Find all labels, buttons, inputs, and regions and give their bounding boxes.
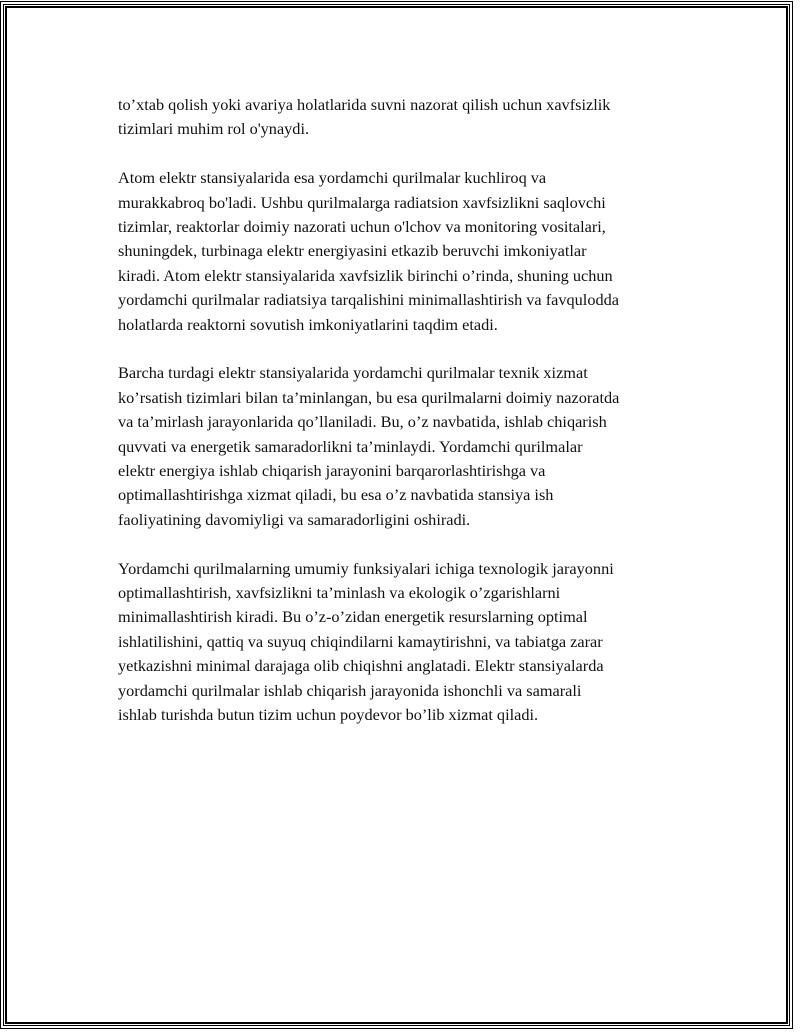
paragraph-2 bbox=[118, 166, 698, 337]
paragraph-4 bbox=[118, 557, 698, 728]
text-line: ko’rsatish tizimlari bilan ta’minlangan, bu esa qurilmalarni doimiy nazoratda bbox=[118, 387, 620, 407]
text-line: Barcha turdagi elektr stansiyalarida yordamchi qurilmalar texnik xizmat bbox=[118, 363, 588, 383]
text-line: murakkabroq bo'ladi. Ushbu qurilmalarga radiatsion xavfsizlikni saqlovchi bbox=[118, 192, 606, 212]
text-line: Yordamchi qurilmalarning umumiy funksiyalari ichiga texnologik jarayonni bbox=[118, 558, 614, 578]
text-line: tizimlar, reaktorlar doimiy nazorati uchun o'lchov va monitoring vositalari, bbox=[118, 217, 606, 237]
text-line: ishlatilishini, qattiq va suyuq chiqindilarni kamaytirishni, va tabiatga zarar bbox=[118, 631, 603, 651]
text-line: minimallashtirish kiradi. Bu o’z-o’zidan energetik resurslarning optimal bbox=[118, 607, 588, 627]
text-line: elektr energiya ishlab chiqarish jarayonini barqarorlashtirishga va bbox=[118, 461, 546, 481]
text-line: optimallashtirishga xizmat qiladi, bu esa o’z navbatida stansiya ish bbox=[118, 485, 554, 505]
text-line: yordamchi qurilmalar ishlab chiqarish jarayonida ishonchli va samarali bbox=[118, 680, 582, 700]
text-line: ishlab turishda butun tizim uchun poydevor bo’lib xizmat qiladi. bbox=[118, 705, 539, 725]
text-line: shuningdek, turbinaga elektr energiyasini etkazib beruvchi imkoniyatlar bbox=[118, 241, 587, 261]
text-line: quvvati va energetik samaradorlikni ta’minlaydi. Yordamchi qurilmalar bbox=[118, 436, 583, 456]
text-line: to’xtab qolish yoki avariya holatlarida suvni nazorat qilish uchun xavfsizlik bbox=[118, 95, 611, 114]
text-line: tizimlari muhim rol o'ynaydi. bbox=[118, 119, 310, 139]
text-line: yordamchi qurilmalar radiatsiya tarqalishini minimallashtirish va favqulodda bbox=[118, 290, 619, 310]
paragraph-1 bbox=[118, 93, 698, 142]
paragraph-3 bbox=[118, 361, 698, 532]
text-line: faoliyatining davomiyligi va samaradorligini oshiradi. bbox=[118, 509, 471, 529]
text-line: optimallashtirish, xavfsizlikni ta’minlash va ekologik o’zgarishlarni bbox=[118, 583, 561, 603]
text-line: va ta’mirlash jarayonlarida qo’llaniladi. Bu, o’z navbatida, ishlab chiqarish bbox=[118, 412, 607, 432]
document-body bbox=[118, 93, 698, 752]
text-line: kiradi. Atom elektr stansiyalarida xavfsizlik birinchi o’rinda, shuning uchun bbox=[118, 265, 613, 285]
text-line: Atom elektr stansiyalarida esa yordamchi qurilmalar kuchliroq va bbox=[118, 168, 547, 188]
text-line: yetkazishni minimal darajaga olib chiqishni anglatadi. Elektr stansiyalarda bbox=[118, 656, 604, 676]
text-line: holatlarda reaktorni sovutish imkoniyatlarini taqdim etadi. bbox=[118, 314, 498, 334]
